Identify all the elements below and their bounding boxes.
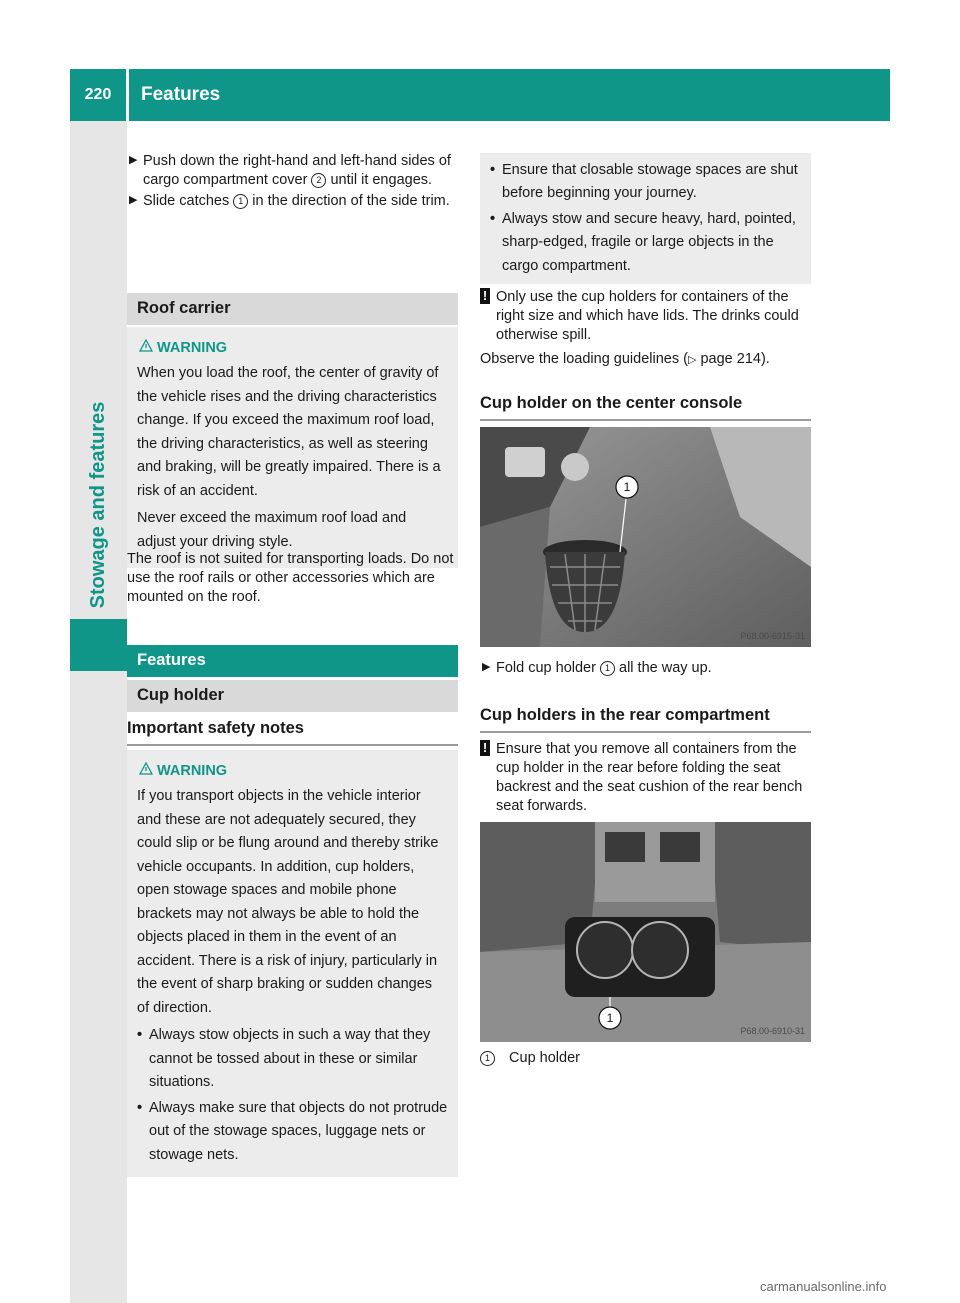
bullet-icon: • bbox=[490, 162, 496, 178]
roof-warning-box bbox=[127, 327, 458, 568]
page-title: Features bbox=[141, 84, 221, 106]
warning-bullet: • Always make sure that objects do not protrude out of the stowage spaces, luggage nets or stowage nets. bbox=[137, 1097, 448, 1167]
side-tab bbox=[76, 401, 120, 609]
warning-title: WARNING bbox=[137, 760, 448, 783]
image-callout-1: 1 bbox=[623, 480, 631, 494]
rear-compartment-heading: Cup holders in the rear compartment bbox=[480, 705, 811, 733]
roof-carrier-section bbox=[127, 293, 458, 325]
features-heading: Features bbox=[127, 645, 458, 677]
image-code: P68.00-6910-31 bbox=[740, 1026, 805, 1037]
header-divider bbox=[126, 69, 129, 121]
exclamation-icon: ! bbox=[480, 740, 490, 756]
loading-guidelines-ref: Observe the loading guidelines (▷ page 214). bbox=[480, 351, 770, 367]
callout-1-icon: 1 bbox=[233, 194, 248, 209]
callout-1-icon: 1 bbox=[600, 661, 615, 676]
page-number: 220 bbox=[84, 86, 112, 104]
bullet-icon: • bbox=[137, 1099, 143, 1116]
bullet-icon: • bbox=[490, 210, 496, 227]
cup-holder-heading: Cup holder bbox=[127, 680, 458, 712]
safety-notes-heading: Important safety notes bbox=[127, 718, 458, 746]
rear-cup-holder-note: ! Ensure that you remove all containers from the cup holder in the rear before folding the seat backrest and the seat cushion of the rear bench seat forwards. bbox=[480, 740, 811, 815]
watermark: carmanualsonline.info bbox=[760, 1279, 887, 1294]
page-reference-arrow-icon: ▷ bbox=[687, 354, 697, 366]
step-push-down: ▶ Push down the right-hand and left-hand sides of cargo compartment cover 2 until it engages. bbox=[129, 153, 451, 189]
exclamation-icon: ! bbox=[480, 288, 490, 304]
side-tab-marker bbox=[70, 619, 127, 671]
warning-title: WARNING bbox=[137, 337, 448, 360]
roof-carrier-heading: Roof carrier bbox=[127, 293, 458, 325]
legend-text: Cup holder bbox=[509, 1050, 580, 1066]
image-code: P68.00-6915-31 bbox=[740, 631, 805, 642]
stowage-bullets-box bbox=[480, 153, 811, 284]
step-fold-cup-holder: ▶ Fold cup holder 1 all the way up. bbox=[482, 660, 712, 676]
side-column bbox=[70, 121, 127, 1303]
warning-bullet: • Always stow objects in such a way that they cannot be tossed about in these or similar situations. bbox=[137, 1024, 448, 1094]
safety-notes-section bbox=[127, 718, 458, 746]
page-reference-link[interactable]: page 214). bbox=[696, 351, 770, 367]
rear-cup-holder-photo bbox=[480, 822, 811, 1042]
callout-1-icon: 1 bbox=[480, 1051, 495, 1066]
side-tab-label: Stowage and features bbox=[86, 401, 109, 609]
safety-warning-box bbox=[127, 750, 458, 1177]
cup-holder-section bbox=[127, 680, 458, 712]
image-callout-1: 1 bbox=[606, 1011, 614, 1025]
warning-text: When you load the roof, the center of gravity of the vehicle rises and the driving characteristics change. If you exceed the maximum roof load, the driving characteristics, as well as steering and braking, will be greatly impaired. There is a risk of an accident. bbox=[137, 365, 441, 499]
step-arrow-icon: ▶ bbox=[129, 194, 138, 207]
callout-2-icon: 2 bbox=[311, 173, 326, 188]
center-console-heading: Cup holder on the center console bbox=[480, 393, 811, 421]
stowage-bullet: • Always stow and secure heavy, hard, pointed, sharp-edged, fragile or large objects in the cargo compartment. bbox=[490, 208, 801, 278]
left-column bbox=[127, 152, 458, 213]
cup-holder-note: ! Only use the cup holders for containers of the right size and which have lids. The drinks could otherwise spill. bbox=[480, 288, 811, 345]
warning-text: Never exceed the maximum roof load and adjust your driving style. bbox=[137, 510, 407, 550]
step-arrow-icon: ▶ bbox=[129, 154, 138, 166]
image-legend bbox=[480, 1049, 580, 1068]
roof-note: The roof is not suited for transporting loads. Do not use the roof rails or other accessories which are mounted on the roof. bbox=[127, 551, 454, 605]
step-arrow-icon: ▶ bbox=[482, 661, 491, 673]
features-section bbox=[127, 645, 458, 677]
center-console-section bbox=[480, 393, 811, 421]
stowage-bullet: • Ensure that closable stowage spaces are shut before beginning your journey. bbox=[490, 159, 801, 206]
step-slide-catches: ▶ Slide catches 1 in the direction of the side trim. bbox=[129, 193, 450, 210]
rear-compartment-section bbox=[480, 705, 811, 733]
warning-triangle-icon bbox=[139, 337, 157, 360]
warning-triangle-icon bbox=[139, 760, 157, 783]
warning-text: If you transport objects in the vehicle interior and these are not adequately secured, they could slip or be flung around and thereby strike vehicle occupants. In addition, cup holders, open stowage spaces and mobile phone brackets may not always be able to hold the objects placed in them in the event of an accident. There is a risk of injury, particularly in the event of sharp braking or sudden changes of direction. bbox=[137, 788, 439, 1016]
bullet-icon: • bbox=[137, 1027, 143, 1044]
center-console-cup-holder-photo bbox=[480, 427, 811, 647]
